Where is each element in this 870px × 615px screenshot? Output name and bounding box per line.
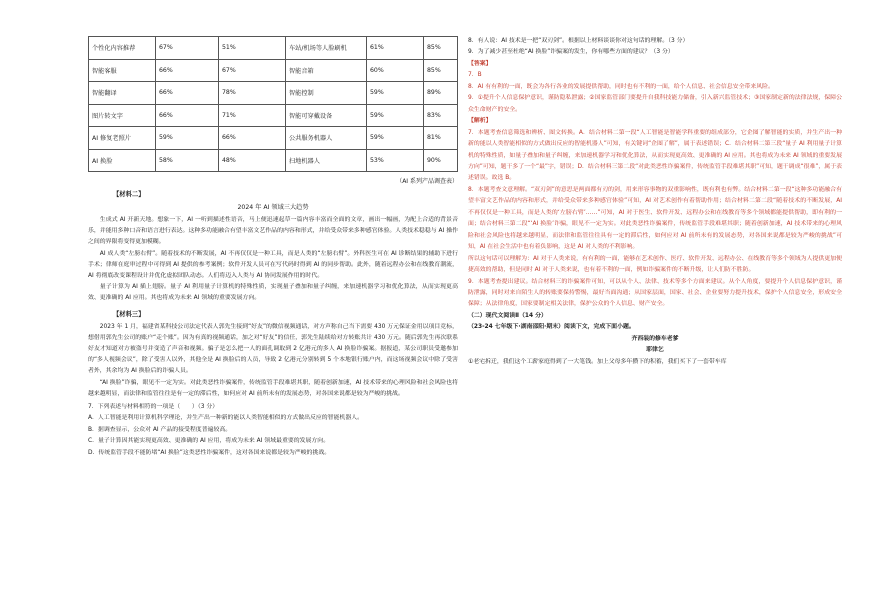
table-cell: 60% [367, 59, 424, 82]
article-title: 齐西装的修车老爹 [631, 335, 679, 342]
table-cell: 59% [367, 82, 424, 105]
material-2-paragraph: AI 成人类“左膀右臂”。随着技术的不断发展，AI 不再仅仅是一种工具，而是人类的“左膀右臂”。外科医生可在 AI 诊断结果的辅助下进行手术；律师在庭审过程中可得到 AI 提供的参考案例；软件开发人员可在写代码时得到 AI 的同步帮助。此外，随着远程办公和在线教育潮流，AI 将彻底改变课程设计并优化虚拟团队动态。人们将迈入人类与 AI 协同发展作用的时代。 [88, 250, 458, 280]
table-cell: 83% [424, 104, 458, 127]
table-cell: 89% [424, 82, 458, 105]
right-column [468, 36, 842, 368]
table-cell: 66% [156, 59, 219, 82]
table-cell: 智能控制 [286, 82, 367, 105]
section-2-heading: （二）现代文阅读Ⅱ（14 分） [468, 312, 547, 319]
table-cell: 智能可穿戴设备 [286, 104, 367, 127]
ai-product-survey-table [88, 36, 458, 172]
material-2-paragraph: 生成式 AI 开新天地。想象一下，AI 一听到描述性语音，马上便迅速起草一篇内容丰富而全面的文章，画出一幅画，为配上合适的背景音乐，并能用多种口音和语言进行表达。这种多功能融合有望丰富文艺作品的内容和形式，并给受众带来多种感官体验。人类技术稳稳与 AI 操作之间的界限将变得更加模糊。 [88, 217, 458, 246]
question-7-option-d: D．传统监管手段不能防堵“AI 换脸”这类恶性诈骗案件，这对各国来说都是较为严峻的挑战。 [88, 449, 331, 456]
table-cell: AI 修复老照片 [89, 127, 156, 150]
table-row [89, 82, 458, 105]
left-column [88, 36, 458, 459]
table-row [89, 59, 458, 82]
answer-line: 7．B [468, 72, 482, 79]
material-3-label: 【材料三】 [113, 310, 145, 318]
table-cell: 61% [367, 37, 424, 60]
question-9: 9．为了减少甚至杜绝“AI 换脸”诈骗案的发生，你有哪些方面的建议？（3 分） [468, 49, 674, 56]
table-cell: 59% [367, 104, 424, 127]
table-row [89, 127, 458, 150]
answer-tag: 【答案】 [468, 60, 492, 67]
table-cell: 71% [219, 104, 286, 127]
table-source-caption: （AI 系列产品调查表） [396, 178, 458, 185]
material-3-paragraph: “AI 换脸”诈骗，眼见不一定为实。对此类恶性诈骗案件，传统监管手段难堪其职，随着创新加速，AI 技术带来的心理风险和社会风险也将越来越明显，而法律和监管往往是有一定的滞后性，如何应对 AI 前所未有的发展态势，对各国来说都是较为严峻的挑战。 [88, 379, 458, 397]
table-cell: 48% [219, 149, 286, 172]
table-cell: 59% [156, 127, 219, 150]
table-cell: 智能翻译 [89, 82, 156, 105]
analysis-line: 8．本题考查文意理解。“双刃剑”的意思是两面都有刃的剑，用来形容事物的双重影响性，既有利也有弊。结合材料二第一段“这种多功能融合有望丰富文艺作品的内容和形式，并给受众带来多种感官体验”可知，AI 对艺术创作有着帮助作用；结合材料二第二段“随着技术的不断发展，AI 不再仅仅是一种工具，而是人类的‘左膀右臂’……”可知，AI 对于医生、软件开发、远程办公和在线教育等多个领域都能提供帮助，即有利的一面；结合材料三第二段“‘AI 换脸’诈骗，眼见不一定为实。对此类恶性诈骗案件，传统监管手段难堪其职；随着创新加速，AI 技术带来的心理风险和社会风险也将越来越明显，而法律和监管往往具有一定的滞后性，如何应对 AI 前所未有的发展态势，对各国来说都是较为严峻的挑战”可知，AI 在社会生活中也有着负影响，这是 AI 对人类的不利影响。 [468, 186, 842, 251]
material-2-label: 【材料二】 [113, 191, 145, 198]
table-cell: 67% [156, 37, 219, 60]
table-cell: 85% [424, 37, 458, 60]
question-7-stem: 7．下列表述与材料相符的一项是（ ）（3 分） [88, 404, 219, 411]
table-cell: 个性化内容推荐 [89, 37, 156, 60]
table-cell: 66% [156, 104, 219, 127]
table-cell: 59% [367, 127, 424, 150]
question-8: 8．有人说：AI 技术是一把“双刃剑”。根据以上材料谈谈你对这句话的理解。（3 分） [468, 38, 689, 44]
table-row [89, 104, 458, 127]
question-7-option-a: A．人工智能是利用计算机科学理论，并生产出一种新的能以人类智能相似的方式做出反应的智能机器人。 [88, 415, 363, 422]
table-cell: 85% [424, 59, 458, 82]
article-author: 耶律乞 [646, 347, 664, 354]
material-3-paragraph: 2023 年 1 月，福建省某科技公司法定代表人郭先生接到“好友”的微信视频通话，对方声称自己当下需要 430 万元保证金用以项目竞标，想借用郭先生公司的账户“走个账”。因为有真的视频通话，加之对“好友”的信任，郭先生陆续给对方转账共计 430 万元。随后郭先生再次联系好友才知道对方被盗号并变造了声音和视频。骗子是怎么把一人的面孔调取到 2 亿港元的多人 AI 换脸诈骗案。据报道，某公司职员受邀参加的“多人视频会议”，除了受害人以外，其他全是 AI 换脸后的人员，导致 2 亿港元分别转到 5 个本地银行账户内，而这场视频会议中除了受害者外，其余均为 AI 换脸后的诈骗人员。 [88, 323, 458, 375]
table-cell: 58% [156, 149, 219, 172]
article-first-line: ①老宅拆迁，我们这个工薪家庭得到了一大笔钱。加上父母多年攒下的积蓄，我们买下了一套带车库 [468, 358, 727, 365]
table-cell: 66% [156, 82, 219, 105]
analysis-tag: 【解析】 [468, 118, 492, 125]
section-2-intro: （23-24 七年级下·湖南邵阳·期末）阅读下文，完成下面小题。 [468, 324, 635, 331]
table-cell: 90% [424, 149, 458, 172]
answer-line: 8．AI 有有利的一面，既会为各行各业的发展提供帮助，同时也有不利的一面，给个人信息、社会信息安全带来风险。 [468, 83, 774, 90]
analysis-line: 所以这句话可以理解为：AI 对于人类来说，有有利的一面，能够在艺术创作、医疗、软件开发、远程办公、在线教育等多个领域为人提供更加便捷高效的帮助，但是同时 AI 对于人类来说，也有着不利的一面，例如诈骗案件的不断升级，让人们防不胜防。 [468, 255, 842, 274]
table-cell: 78% [219, 82, 286, 105]
table-cell: 66% [219, 127, 286, 150]
analysis-line: 7．本题考查信息筛选和辨析、图文转换。A．结合材料二第一段“人工智能是智能学科重要的组成部分，它企图了解智能的实质，并生产出一种新的能以人类智能相似的方式做出反应的智能机器人”可知，有关键词“企图了解”，属于表述错误；C．结合材料二第三段“量子 AI 利用量子计算机的特殊性质，如量子叠加和量子纠缠，来加速机器学习和优化算法，从而实现更高效、更准确的 AI 应用。其也将成为未来 AI 领域的重要发展方向”可知，题干多了一个“最”字，错误；D．结合材料三第二段“对此类恶性诈骗案件，传统监管手段难堪其职”可知，题干调成“很难”，属于表述错误。故选 B。 [468, 129, 842, 182]
question-7-option-b: B．据调查显示，公众对 AI 产品的接受程度普遍较高。 [88, 426, 232, 433]
table-cell: 扫地机器人 [286, 149, 367, 172]
table-cell: 公共服务机器人 [286, 127, 367, 150]
table-row [89, 37, 458, 60]
answer-line: 9．①提升个人信息保护意识，谨防隐私泄露；②国家监管部门要提升自我科技能力储备，引入新兴监管技术；③国家制定新的法律法规，保障公众生命财产的安全。 [468, 95, 842, 113]
table-cell: 图片转文字 [89, 104, 156, 127]
table-cell: 智能客服 [89, 59, 156, 82]
table-cell: 智能音箱 [286, 59, 367, 82]
table-cell: 51% [219, 37, 286, 60]
table-cell: 81% [424, 127, 458, 150]
table-cell: AI 换脸 [89, 149, 156, 172]
analysis-line: 9．本题考查提出建议。结合材料三的诈骗案件可知，可以从个人、法律、技术等多个方面来建议。从个人角度，要提升个人信息保护意识，谨防泄露，同时对来自陌生人的转账要保持警惕，最好当面沟通；从国家层面，国家、社会、企业要努力提升技术，保护个人信息安全，形成安全保障；从法律角度，国家要制定相关法律，保护公众的个人信息、财产安全。 [468, 278, 842, 308]
table-row [89, 149, 458, 172]
table-cell: 车站/机场等人脸刷机 [286, 37, 367, 60]
material-2-paragraph: 量子计算为 AI 插上翅膀。量子 AI 利用量子计算机的特殊性质，实现量子叠加和量子纠缠，来加速机器学习和优化算法，从而实现更高效、更准确的 AI 应用。其也将成为未来 AI 领域的重要发展方向。 [88, 284, 458, 302]
table-cell: 67% [219, 59, 286, 82]
table-cell: 53% [367, 149, 424, 172]
material-2-title: 2024 年 AI 领域三大趋势 [237, 204, 309, 211]
question-7-option-c: C．量子计算因其能实现更高效、更准确的 AI 应用，将成为未来 AI 领域最重要的发展方向。 [88, 438, 330, 445]
